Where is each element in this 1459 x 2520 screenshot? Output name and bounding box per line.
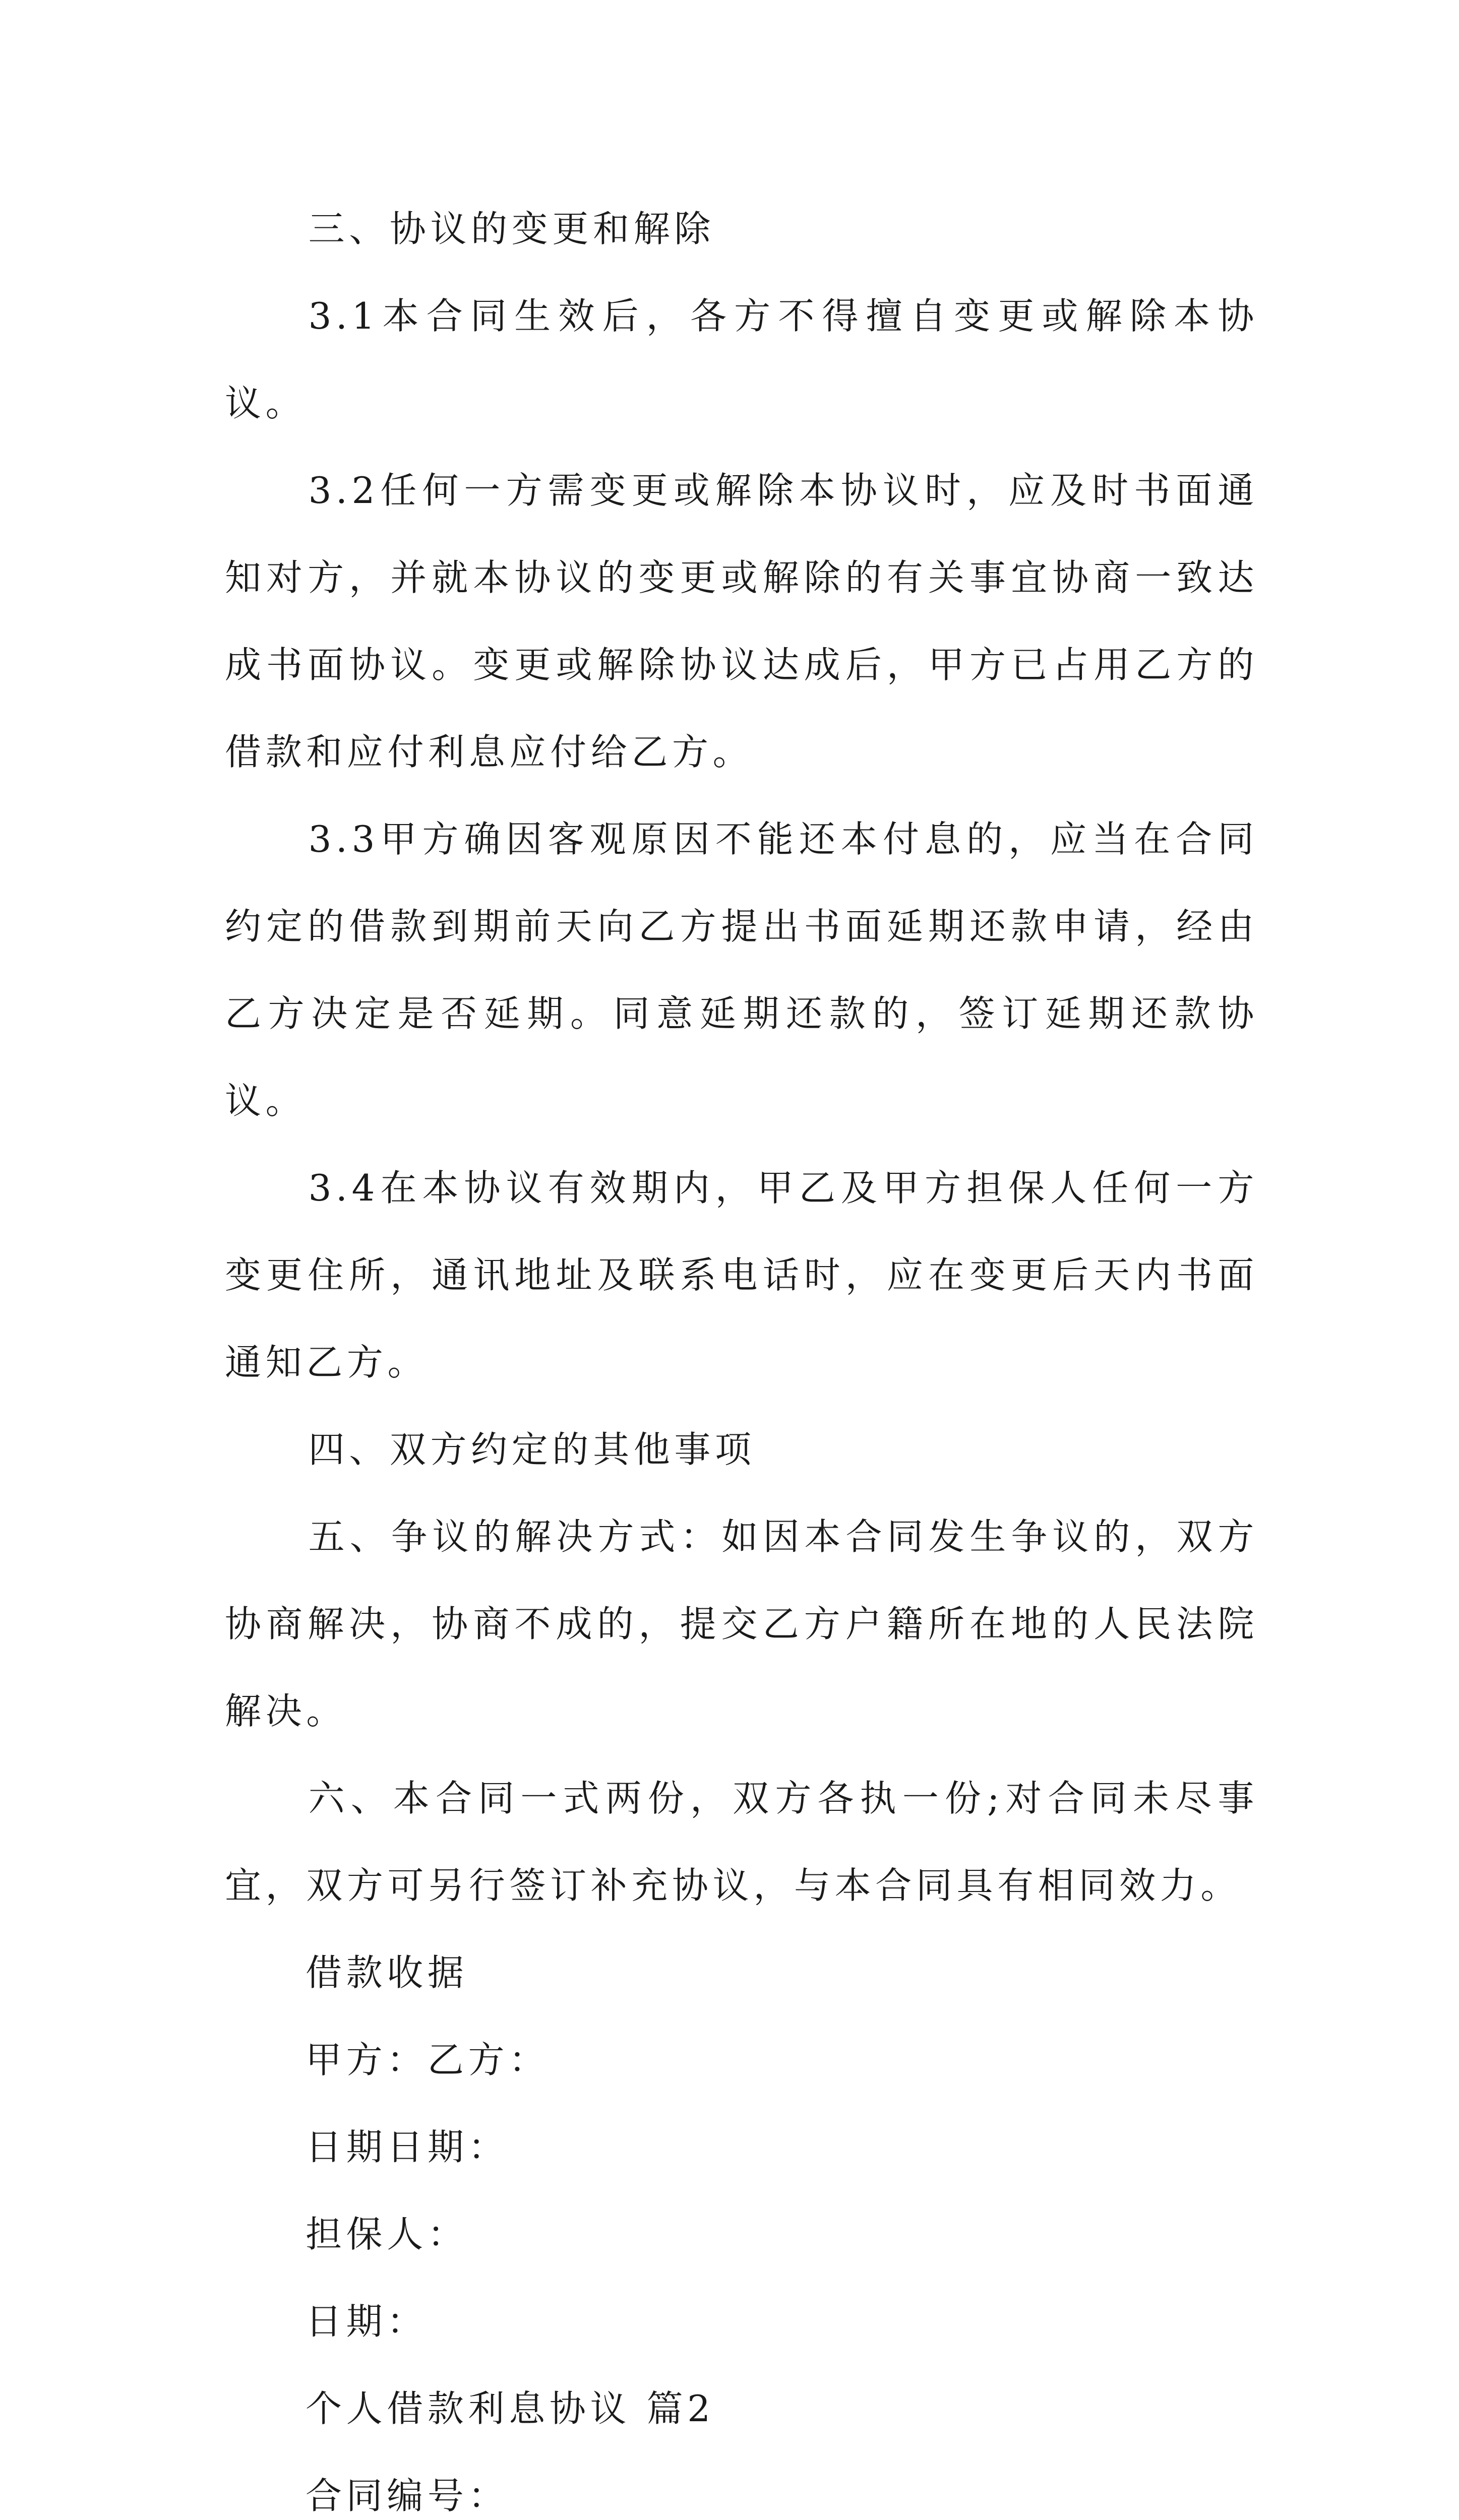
document-body bbox=[225, 185, 1258, 2520]
clause-3-3: 3.3甲方确因客观原因不能还本付息的，应当在合同约定的借款到期前天向乙方提出书面延期还款申请，经由乙方决定是否延期。同意延期还款的，签订延期还款协议。 bbox=[225, 818, 1258, 1122]
section-heading-4: 四、双方约定的其他事项 bbox=[308, 1428, 756, 1471]
date-line: 日期日期： bbox=[306, 2126, 509, 2168]
party-signature-line: 甲方：乙方： bbox=[306, 2039, 550, 2081]
guarantor-line: 担保人： bbox=[306, 2213, 468, 2255]
guarantor-date-line: 日期： bbox=[306, 2300, 428, 2343]
section-5-dispute: 五、争议的解决方式：如因本合同发生争议的，双方协商解决，协商不成的，提交乙方户籍所在地的人民法院解决。 bbox=[225, 1516, 1258, 1732]
contract-number-label: 合同编号： bbox=[306, 2475, 509, 2517]
contract-number-line bbox=[225, 2452, 1258, 2520]
section-heading-3: 三、协议的变更和解除 bbox=[308, 208, 715, 250]
agreement-title-part-2: 个人借款利息协议 篇2 bbox=[306, 2387, 715, 2430]
clause-3-1: 3.1本合同生效后，各方不得擅自变更或解除本协议。 bbox=[225, 295, 1258, 424]
receipt-title: 借款收据 bbox=[306, 1951, 468, 1994]
clause-3-4: 3.4在本协议有效期内，甲乙及甲方担保人任何一方变更住所，通讯地址及联系电话时，应在变更后天内书面通知乙方。 bbox=[225, 1167, 1258, 1383]
clause-3-2: 3.2任何一方需变更或解除本协议时，应及时书面通知对方，并就本协议的变更或解除的有关事宜协商一致达成书面协议。变更或解除协议达成后，甲方已占用乙方的借款和应付利息应付给乙方。 bbox=[225, 469, 1258, 773]
contract-number-blank bbox=[519, 2498, 811, 2520]
section-6-copies: 六、本合同一式两份，双方各执一份;对合同未尽事宜，双方可另行签订补充协议，与本合同具有相同效力。 bbox=[225, 1777, 1258, 1907]
